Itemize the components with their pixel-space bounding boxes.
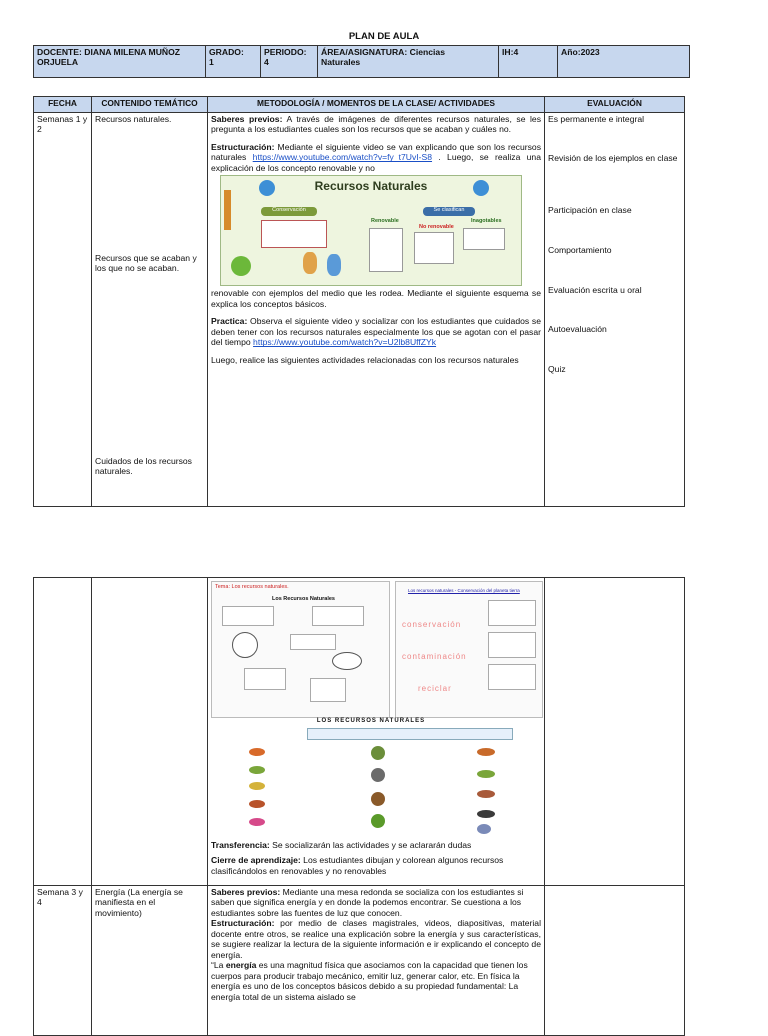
cierre-aprendizaje: Cierre de aprendizaje: Los estudiantes dibujan y colorean algunos recursos clasificándolos en renovables y no renovables [211,855,504,876]
diagram-box [261,220,327,248]
practica: Practica: Observa el siguiente video y socializar con los estudiantes que cuidados se deben tener con los recursos naturales especialmente los que se agotan con el pasar del tiempo https://www.youtube.com/watch?v=U2lb8UffZYk [211,316,541,348]
grado-label: GRADO: [209,47,244,57]
worksheet-word: contaminación [402,652,467,661]
sun-icon [232,632,258,658]
col-fecha: FECHA [34,97,92,113]
ih-cell: IH:4 [499,46,558,78]
worksheet-title: Tema: Los recursos naturales. [215,584,289,590]
evaluacion-item: Evaluación escrita u oral [548,285,642,295]
diagram-box [414,232,454,264]
docente-cell: DOCENTE: DIANA MILENA MUÑOZ ORJUELA [34,46,206,78]
food-icon [249,818,265,826]
food-icon [477,748,495,756]
food-icon [477,770,495,778]
metodologia-cell [208,578,545,886]
evaluacion-item: Es permanente e integral [548,114,645,124]
recursos-naturales-diagram [220,175,522,286]
video-link[interactable]: https://www.youtube.com/watch?v=fy_t7UvI-S8 [252,152,433,163]
contenido-cell [92,113,208,507]
cloud-icon [332,652,362,670]
worksheet-image [211,718,531,836]
worksheet-image [211,581,390,718]
tree-icon [231,256,251,276]
diagram-label: Inagotables [471,218,502,225]
worksheet-box [222,606,274,626]
evaluacion-item: Revisión de los ejemplos en clase [548,153,678,163]
grado-cell [206,46,261,78]
animal-icon [371,792,385,806]
worksheet-picture [488,600,536,626]
fecha-cell: Semana 3 y 4 [34,886,92,1036]
estructuracion: Estructuración: por medio de clases magistrales, videos, diapositivas, material docente entre otros, se realice una explicación sobre la energía y sus características, se sugiere realizar la lectura de la siguiente información e ir explicando el concepto de energía. [211,918,541,960]
diagram-label: Renovable [371,218,399,225]
plan-table [33,96,685,507]
header-table [33,45,690,78]
fecha-cell [34,578,92,886]
after-diagram-text: renovable con ejemplos del medio que les rodea. Mediante el siguiente esquema se explica los conceptos básicos. [211,288,541,309]
grado-value: 1 [209,57,214,68]
col-contenido: CONTENIDO TEMÁTICO [92,97,208,113]
evaluacion-cell [545,578,685,886]
diagram-label: No renovable [419,224,454,231]
worksheet-picture [488,664,536,690]
food-icon [249,782,265,790]
contenido-item: Cuidados de los recursos naturales. [95,456,192,477]
diagram-label: Se clasifican [423,207,475,216]
miner-icon [310,678,346,702]
worksheet-image [395,581,543,718]
diagram-label: Conservación [261,207,317,216]
evaluacion-cell [545,886,685,1036]
area-cell [318,46,499,78]
page-title: PLAN DE AULA [348,31,420,42]
evaluacion-cell [545,113,685,507]
metodologia-cell [208,113,545,507]
tree-icon [371,814,385,828]
side-label-bar [224,190,231,230]
energia-quote: “La energía es una magnitud física que asociamos con la capacidad que tienen los cuerpos para producir trabajo mecánico, emitir luz, generar calor, etc. En física la energía es uno de los conceptos básicos debido a su propiedad fundamental: La energía total de un sistema aislado se [211,960,528,1002]
food-icon [249,766,265,774]
saberes-previos: Saberes previos: A través de imágenes de diferentes recursos naturales, se les pregunta a los estudiantes cuales son los recursos que se acaban y cuáles no. [211,114,542,135]
col-metodologia: METODOLOGÍA / MOMENTOS DE LA CLASE/ ACTIVIDADES [208,97,545,113]
oil-pump-icon [244,668,286,690]
plan-table-continued [33,577,685,1036]
food-icon [477,810,495,818]
area-value: Naturales [321,57,361,68]
worksheet-picture [488,632,536,658]
worksheet-subtitle: Los Recursos Naturales [272,596,335,602]
child-figure-icon [303,252,317,274]
diagram-box [369,228,403,272]
food-icon [249,800,265,808]
worksheet-images [211,579,541,718]
saberes-previos: Saberes previos: Mediante una mesa redonda se socializa con los estudiantes si saben que significa energía y en donde la podemos encontrar. Se cuestiona a los estudiantes sobre las fuentes de luz que conocen. [211,887,524,918]
worksheet-word: reciclar [418,684,452,693]
child-figure-icon [327,254,341,276]
evaluacion-item: Autoevaluación [548,324,607,334]
diagram-title: Recursos Naturales [314,179,428,194]
worksheet-word: conservación [402,620,462,629]
periodo-label: PERIODO: [264,47,307,57]
luego-text: Luego, realice las siguientes actividades relacionadas con los recursos naturales [211,354,519,365]
evaluacion-item: Participación en clase [548,205,632,215]
factory-icon [290,634,336,650]
transferencia: Transferencia: Se socializarán las actividades y se aclararán dudas [211,840,472,850]
worksheet-title: Los recursos naturales - Conservación del planeta tierra [408,588,520,593]
food-icon [477,790,495,798]
worksheet-box [312,606,364,626]
food-icon [249,748,265,756]
area-label: ÁREA/ASIGNATURA: Ciencias [321,47,445,57]
food-icon [477,824,491,834]
plant-icon [371,746,385,760]
contenido-item: Recursos que se acaban y los que no se acaban. [95,253,197,274]
periodo-value: 4 [264,57,269,68]
periodo-cell [261,46,318,78]
video-link[interactable]: https://www.youtube.com/watch?v=U2lb8UffZYk [253,337,437,348]
estructuracion: Estructuración: Mediante el siguiente video se van explicando que son los recursos naturales https://www.youtube.com/watch?v=fy_t7UvI-S8 . Luego, se realiza una explicación de los concepto renovable y no [211,141,541,173]
rock-icon [371,768,385,782]
worksheet-title: LOS RECURSOS NATURALES [316,718,426,724]
contenido-cell: Energía (La energía se manifiesta en el movimiento) [92,886,208,1036]
evaluacion-item: Comportamiento [548,245,612,255]
metodologia-cell [208,886,545,1036]
fecha-cell: Semanas 1 y 2 [34,113,92,507]
worksheet-box [307,728,513,740]
contenido-item: Recursos naturales. [95,114,172,124]
col-evaluacion: EVALUACIÓN [545,97,685,113]
anio-cell: Año:2023 [558,46,690,78]
evaluacion-item: Quiz [548,364,566,374]
diagram-box [463,228,505,250]
contenido-cell [92,578,208,886]
